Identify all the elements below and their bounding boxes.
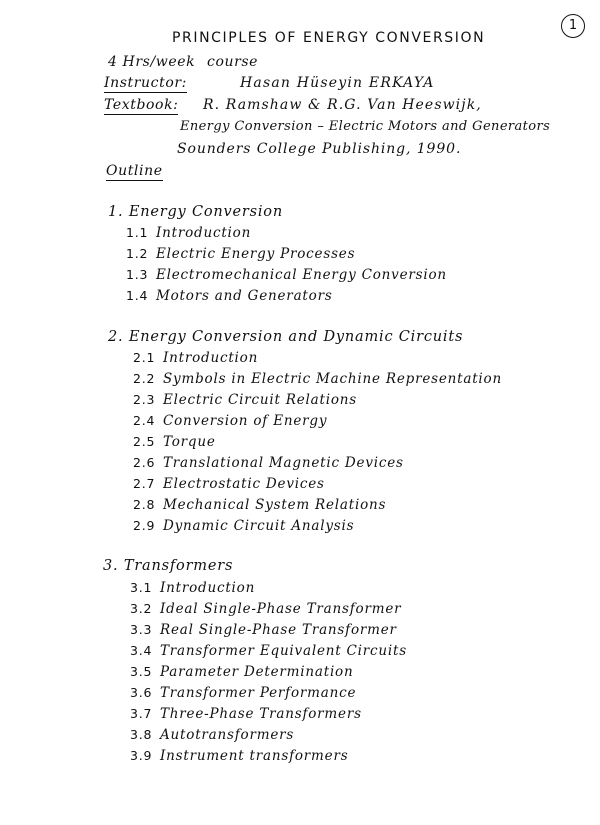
outline-item: 3.2 Ideal Single-Phase Transformer <box>130 601 402 617</box>
page-title: PRINCIPLES OF ENERGY CONVERSION <box>172 30 486 46</box>
textbook-publisher: Sounders College Publishing, 1990. <box>177 141 462 157</box>
textbook-label: Textbook: <box>104 97 179 113</box>
outline-item: 2.7 Electrostatic Devices <box>133 476 325 492</box>
outline-item: 2.9 Dynamic Circuit Analysis <box>133 518 355 534</box>
outline-item: 2.2 Symbols in Electric Machine Representation <box>133 371 502 387</box>
outline-item: 3.9 Instrument transformers <box>130 748 349 764</box>
textbook-title: Energy Conversion – Electric Motors and Generators <box>180 119 551 134</box>
outline-item: 1.3 Electromechanical Energy Conversion <box>126 267 447 283</box>
outline-item: 2.5 Torque <box>133 434 216 450</box>
outline-label: Outline <box>106 163 163 179</box>
outline-item: 3.4 Transformer Equivalent Circuits <box>130 643 407 659</box>
section-1-heading: 1. Energy Conversion <box>108 204 283 220</box>
course-label: course <box>207 54 259 70</box>
outline-item: 3.8 Autotransformers <box>130 727 295 743</box>
outline-item: 3.6 Transformer Performance <box>130 685 357 701</box>
section-3-heading: 3. Transformers <box>103 558 234 574</box>
section-2-heading: 2. Energy Conversion and Dynamic Circuits <box>108 329 464 345</box>
outline-item: 3.5 Parameter Determination <box>130 664 354 680</box>
outline-item: 3.7 Three-Phase Transformers <box>130 706 362 722</box>
outline-item: 3.1 Introduction <box>130 580 256 596</box>
outline-item: 1.1 Introduction <box>126 225 252 241</box>
outline-item: 2.6 Translational Magnetic Devices <box>133 455 404 471</box>
outline-item: 2.1 Introduction <box>133 350 259 366</box>
outline-item: 2.3 Electric Circuit Relations <box>133 392 357 408</box>
instructor-label: Instructor: <box>104 75 187 91</box>
outline-item: 1.2 Electric Energy Processes <box>126 246 356 262</box>
hours-per-week: 4 Hrs/week <box>108 54 196 70</box>
page-number: 1 <box>561 14 585 38</box>
outline-item: 1.4 Motors and Generators <box>126 288 333 304</box>
outline-item: 3.3 Real Single-Phase Transformer <box>130 622 397 638</box>
outline-item: 2.4 Conversion of Energy <box>133 413 328 429</box>
textbook-authors: R. Ramshaw & R.G. Van Heeswijk, <box>203 97 482 113</box>
outline-item: 2.8 Mechanical System Relations <box>133 497 387 513</box>
instructor-name: Hasan Hüseyin ERKAYA <box>240 75 435 91</box>
